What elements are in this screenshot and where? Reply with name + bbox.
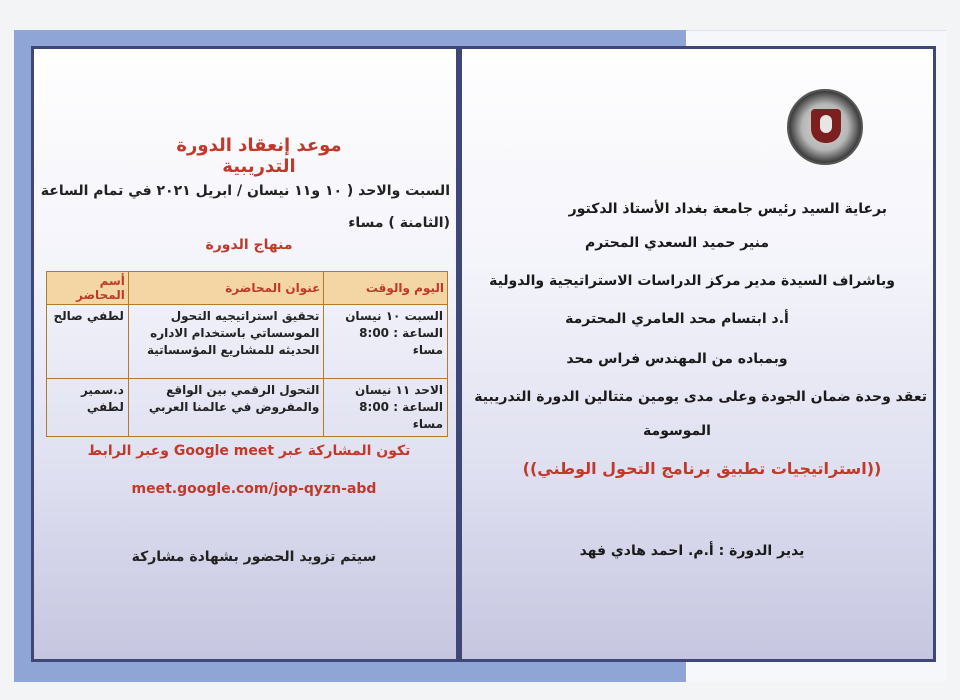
curriculum-title: منهاج الدورة [205, 237, 293, 253]
patron-line: برعاية السيد رئيس جامعة بغداد الأستاذ الدكتور [568, 201, 887, 217]
header-lecturer: أسم المحاضر [47, 272, 129, 305]
cell-topic: تحقيق استراتيجيه التحول الموسساتي باستخدام الاداره الحديثه للمشاريع المؤسساتية [128, 305, 323, 379]
initiative-line: وبمباده من المهندس فراس محد [566, 351, 788, 367]
logo-emblem-icon [811, 109, 841, 143]
cell-lecturer: لطفي صالح [47, 305, 129, 379]
header-lecture-title: عنوان المحاضرة [128, 272, 323, 305]
row-time: الساعة : 8:00 مساء [359, 326, 443, 357]
table-header-row [47, 272, 448, 305]
patron-name: منير حميد السعدي المحترم [584, 235, 770, 251]
supervisor-name: أ.د ابتسام محد العامري المحترمة [565, 311, 789, 327]
table-row [47, 379, 448, 437]
schedule-line-2: (الثامنة ) مساء [348, 215, 450, 231]
header-day-time: اليوم والوقت [324, 272, 448, 305]
schedule-panel [31, 46, 459, 662]
course-director: يدير الدورة : أ.م. احمد هادي فهد [579, 543, 805, 559]
schedule-line-1: السبت والاحد ( ١٠ و١١ نيسان / ابريل ٢٠٢١ في تمام الساعة [40, 183, 450, 199]
curriculum-table [46, 271, 448, 437]
row-time: الساعة : 8:00 مساء [359, 400, 443, 431]
table-row [47, 305, 448, 379]
titled-line: الموسومة [643, 423, 711, 439]
cell-topic: التحول الرقمي بين الواقع والمفروض في عالمنا العربي [128, 379, 323, 437]
schedule-text [40, 175, 450, 239]
announcement-panel [459, 46, 936, 662]
cell-lecturer: د.سمير لطفي [47, 379, 129, 437]
row-day: السبت ١٠ نيسان [345, 309, 443, 323]
participation-note: تكون المشاركة عبر Google meet وعبر الرابط [87, 443, 411, 459]
schedule-title: موعد إنعقاد الدورة التدريبية [176, 135, 342, 177]
program-title: ((استراتيجيات تطبيق برنامج التحول الوطني)) [522, 459, 882, 478]
cell-day-time [324, 305, 448, 379]
organizer-line: تعقد وحدة ضمان الجودة وعلى مدى يومين متتالين الدورة التدريبية [474, 389, 927, 405]
row-day: الاحد ١١ نيسان [354, 383, 443, 397]
supervisor-line: وباشراف السيدة مدير مركز الدراسات الاستراتيجية والدولية [489, 273, 895, 289]
meet-link[interactable]: meet.google.com/jop-qyzn-abd [131, 481, 377, 497]
certificate-note: سيتم تزويد الحضور بشهادة مشاركة [131, 549, 377, 565]
university-logo [787, 89, 863, 165]
cell-day-time [324, 379, 448, 437]
